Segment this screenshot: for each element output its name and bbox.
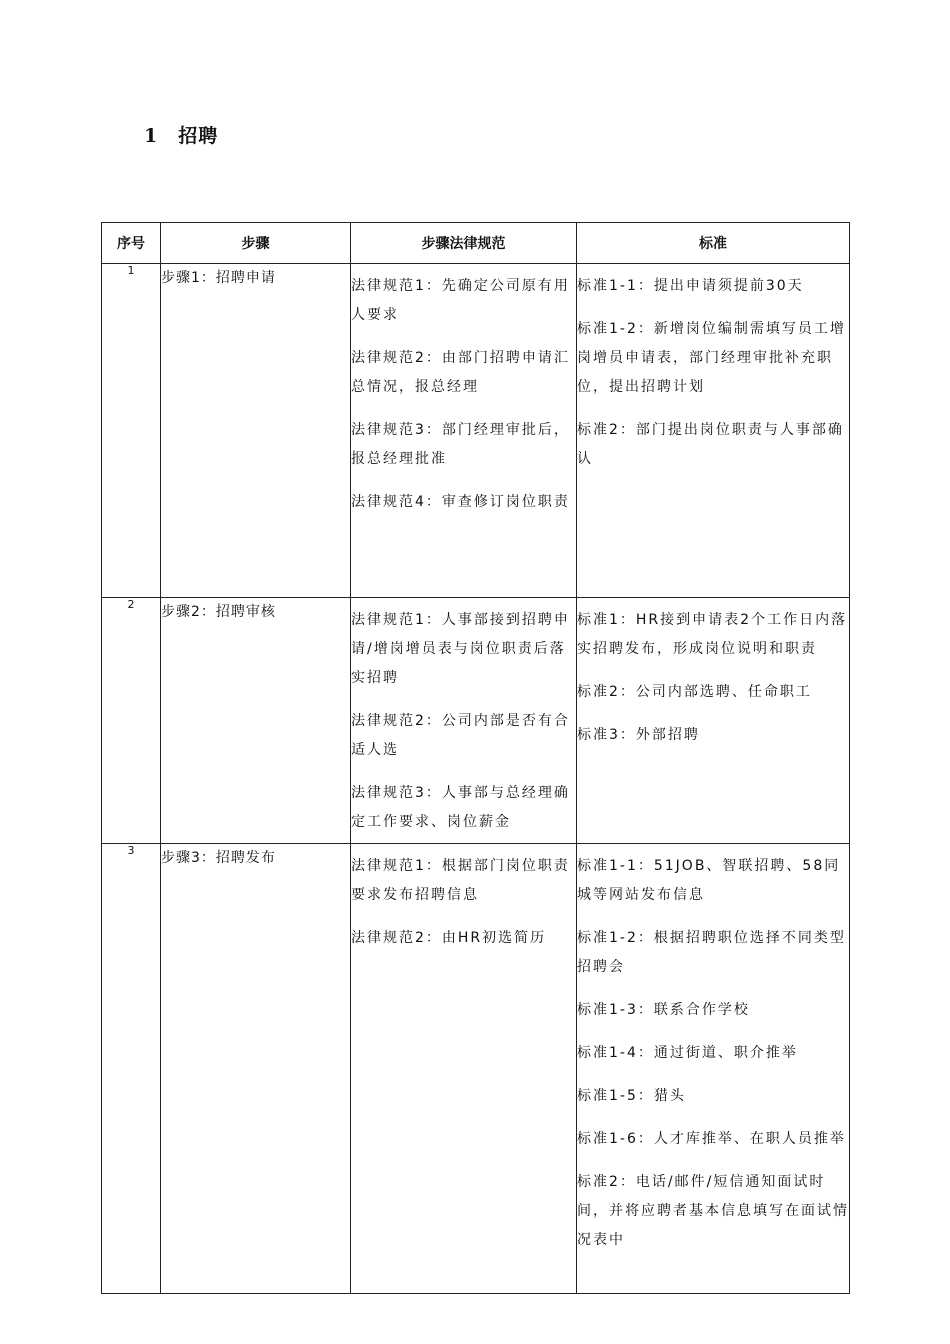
row-step: 步骤2：招聘审核 <box>161 598 351 844</box>
procedure-table <box>101 222 850 1294</box>
header-seq: 序号 <box>102 223 161 264</box>
row-seq: 1 <box>102 264 161 598</box>
section-heading <box>144 121 218 148</box>
row-laws <box>351 264 577 598</box>
law-item: 法律规范2：公司内部是否有合适人选 <box>351 713 570 758</box>
table-row <box>102 598 850 844</box>
law-item: 法律规范1：根据部门岗位职责要求发布招聘信息 <box>351 858 570 903</box>
row-standards <box>577 844 850 1294</box>
row-laws <box>351 598 577 844</box>
standard-item: 标准3：外部招聘 <box>577 727 700 743</box>
table-row <box>102 264 850 598</box>
header-standard: 标准 <box>577 223 850 264</box>
law-item: 法律规范2：由HR初选简历 <box>351 930 547 946</box>
law-item: 法律规范3：人事部与总经理确定工作要求、岗位薪金 <box>351 785 570 830</box>
row-step: 步骤3：招聘发布 <box>161 844 351 1294</box>
law-item: 法律规范1：先确定公司原有用人要求 <box>351 278 570 323</box>
standard-item: 标准1-2：新增岗位编制需填写员工增岗增员申请表，部门经理审批补充职位，提出招聘计划 <box>577 321 846 395</box>
law-item: 法律规范3：部门经理审批后，报总经理批准 <box>351 422 570 467</box>
law-item: 法律规范1：人事部接到招聘申请/增岗增员表与岗位职责后落实招聘 <box>351 612 570 686</box>
standard-item: 标准1-1：51JOB、智联招聘、58同城等网站发布信息 <box>577 858 841 903</box>
row-seq: 2 <box>102 598 161 844</box>
standard-item: 标准1：HR接到申请表2个工作日内落实招聘发布，形成岗位说明和职责 <box>577 612 848 657</box>
row-seq: 3 <box>102 844 161 1294</box>
header-step: 步骤 <box>161 223 351 264</box>
row-standards <box>577 598 850 844</box>
table-header-row <box>102 223 850 264</box>
law-item: 法律规范4：审查修订岗位职责 <box>351 494 570 510</box>
law-item: 法律规范2：由部门招聘申请汇总情况，报总经理 <box>351 350 570 395</box>
row-step: 步骤1：招聘申请 <box>161 264 351 598</box>
standard-item: 标准1-2：根据招聘职位选择不同类型招聘会 <box>577 930 846 975</box>
standard-item: 标准2：部门提出岗位职责与人事部确认 <box>577 422 844 467</box>
table-row <box>102 844 850 1294</box>
row-standards <box>577 264 850 598</box>
header-law: 步骤法律规范 <box>351 223 577 264</box>
standard-item: 标准1-1：提出申请须提前30天 <box>577 278 804 294</box>
standard-item: 标准1-5：猎头 <box>577 1088 686 1104</box>
section-title: 招聘 <box>178 125 219 147</box>
standard-item: 标准2：电话/邮件/短信通知面试时间，并将应聘者基本信息填写在面试情况表中 <box>577 1174 849 1248</box>
standard-item: 标准1-4：通过街道、职介推举 <box>577 1045 798 1061</box>
row-laws <box>351 844 577 1294</box>
standard-item: 标准1-6：人才库推举、在职人员推举 <box>577 1131 846 1147</box>
standard-item: 标准2：公司内部选聘、任命职工 <box>577 684 812 700</box>
standard-item: 标准1-3：联系合作学校 <box>577 1002 750 1018</box>
section-number: 1 <box>144 125 159 147</box>
